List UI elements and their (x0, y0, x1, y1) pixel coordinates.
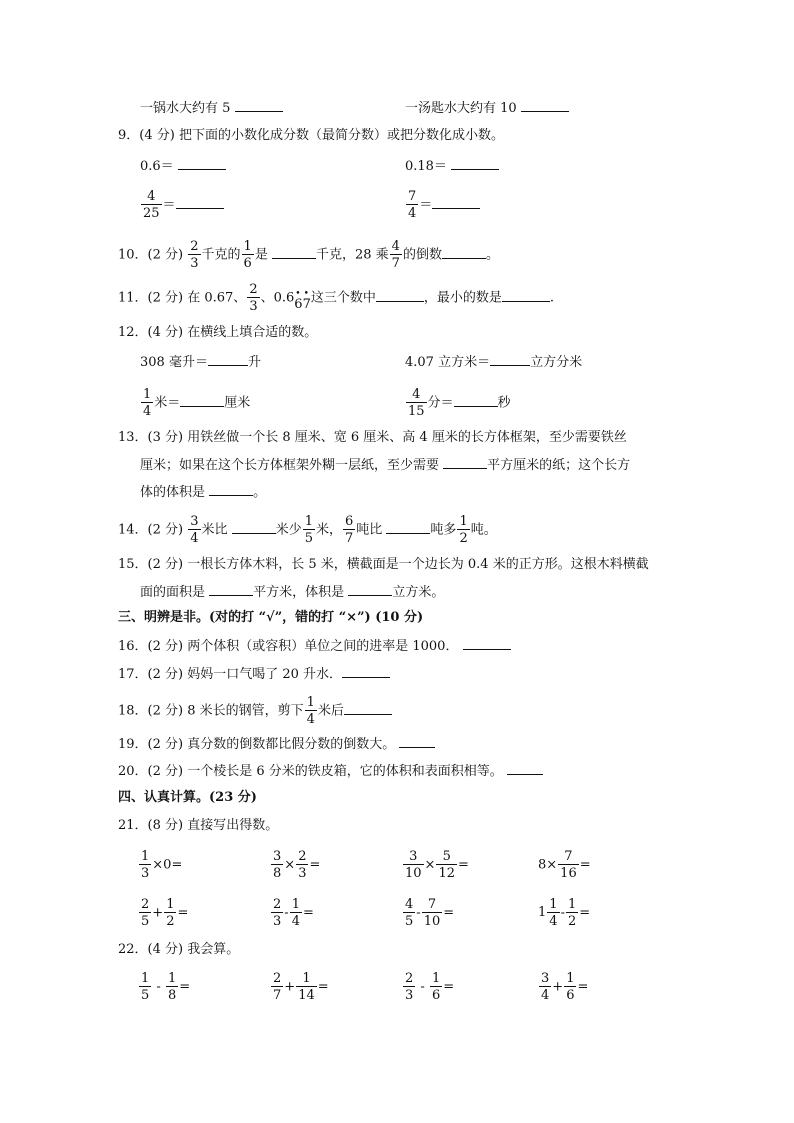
fraction: $\frac{1}{4}$ (306, 695, 315, 727)
fraction: $\frac{1}{8}$ (167, 971, 177, 1003)
q13-text: 平方厘米的纸；这个长方 (487, 458, 631, 473)
q13-line3 (140, 482, 266, 503)
q10-text: 是 (254, 247, 268, 263)
answer-blank[interactable] (451, 156, 499, 170)
expr-text: - (152, 979, 165, 995)
answer-blank[interactable] (348, 582, 392, 596)
fraction: $\frac{4}{15}$ (408, 387, 425, 419)
expr-text: = (443, 979, 455, 995)
repeating-digit: • 7 (303, 295, 311, 315)
fraction: $\frac{4}{25}$ (143, 189, 160, 221)
fraction: $\frac{1}{6}$ (566, 971, 575, 1003)
answer-blank[interactable] (443, 455, 487, 469)
answer-blank[interactable] (272, 245, 316, 259)
fraction: $\frac{6}{7}$ (344, 514, 354, 546)
q22-d (538, 972, 588, 1002)
answer-blank[interactable] (178, 156, 226, 170)
q18-text: 米后 (317, 703, 344, 719)
q18-text: 18．(2 分) 8 米长的钢管，剪下 (118, 703, 304, 719)
expr-text: = (317, 979, 329, 995)
q22-heading: 22．(4 分) 我会算。 (118, 942, 240, 957)
section-4-heading: 四、认真计算。(23 分) (118, 790, 257, 805)
fraction: $\frac{1}{2}$ (459, 514, 468, 546)
fraction: $\frac{1}{6}$ (431, 971, 441, 1003)
q11-text: 这三个数中 (310, 290, 376, 306)
fraction: $\frac{1}{6}$ (243, 239, 252, 271)
fraction: $\frac{2}{5}$ (141, 897, 150, 929)
q11 (118, 283, 554, 315)
q20-text: 20．(2 分) 一个棱长是 6 分米的铁皮箱，它的体积和表面积相等。 (118, 764, 503, 779)
q8-right-text: 一汤匙水大约有 10 (405, 101, 517, 116)
fraction: $\frac{5}{12}$ (438, 849, 455, 881)
answer-blank[interactable] (432, 195, 480, 209)
expr-text: ×0= (152, 857, 183, 873)
q21-r2-a (138, 898, 188, 928)
q21-r1-b (270, 850, 320, 880)
q12-c (140, 388, 250, 418)
answer-blank[interactable] (442, 245, 486, 259)
answer-blank[interactable] (208, 352, 248, 366)
expr-text: - (284, 905, 289, 921)
fraction: $\frac{3}{10}$ (405, 849, 422, 881)
q13-text: 厘米；如果在这个长方体框架外糊一层纸，至少需要 (140, 458, 440, 473)
q21-r1-a (138, 850, 182, 880)
expr-text: = (577, 979, 589, 995)
q9-d (405, 190, 480, 220)
q15-line2 (140, 582, 444, 603)
fraction: $\frac{2}{3}$ (190, 239, 199, 271)
q12-text: 升 (247, 355, 261, 370)
q14-text: 米少 (275, 522, 302, 538)
answer-blank[interactable] (235, 98, 283, 112)
expr-text: + (552, 979, 564, 995)
equals-sign: ＝ (419, 197, 433, 213)
expr-text: + (152, 905, 164, 921)
q13-text: 。 (253, 485, 267, 500)
q9-c (140, 190, 224, 220)
q14-text: 米， (315, 522, 342, 538)
expr-text: - (416, 905, 421, 921)
q12-d (405, 388, 511, 418)
q12-text: 米＝ (154, 395, 181, 411)
answer-blank[interactable] (454, 393, 498, 407)
fraction: $\frac{3}{4}$ (190, 514, 199, 546)
expr-text: × (424, 857, 436, 873)
fraction: $\frac{3}{8}$ (273, 849, 282, 881)
fraction: $\frac{1}{14}$ (298, 971, 315, 1003)
fraction: $\frac{1}{4}$ (291, 897, 300, 929)
q12-text: 分＝ (427, 395, 454, 411)
q11-text: ，最小的数是 (423, 290, 502, 306)
answer-blank[interactable] (232, 520, 276, 534)
expr-text: - (560, 905, 565, 921)
answer-blank[interactable] (463, 636, 511, 650)
q12-text: 秒 (497, 395, 511, 411)
q10-text: 千克的 (201, 247, 241, 263)
q14-text: 吨。 (470, 522, 497, 538)
fraction: $\frac{1}{4}$ (549, 897, 558, 929)
q12-text: 308 毫升＝ (140, 355, 208, 370)
q14-text: 吨多 (430, 522, 457, 538)
fraction: $\frac{1}{5}$ (304, 514, 313, 546)
q22-b (270, 972, 329, 1002)
expr-text: = (302, 905, 314, 921)
fraction: $\frac{4}{5}$ (405, 897, 414, 929)
q21-r2-b (270, 898, 314, 928)
q14-text: 吨比 (356, 522, 383, 538)
answer-blank[interactable] (209, 482, 253, 496)
fraction: $\frac{7}{16}$ (560, 849, 577, 881)
q9-a (140, 156, 226, 177)
answer-blank[interactable] (502, 288, 550, 302)
q10-text: 。 (485, 247, 499, 263)
q21-r1-c (402, 850, 469, 880)
expr-text: = (177, 905, 189, 921)
q14-text: 米比 (201, 522, 228, 538)
answer-blank[interactable] (399, 734, 435, 748)
answer-blank[interactable] (342, 664, 390, 678)
q10-text: 的倒数 (402, 247, 442, 263)
fraction: $\frac{2}{3}$ (405, 971, 414, 1003)
q8-left-text: 一锅水大约有 5 (140, 101, 231, 116)
expr-text: + (284, 979, 296, 995)
q12-text: 立方分米 (530, 355, 583, 370)
q8-right (405, 98, 569, 119)
q21-r2-c (402, 898, 454, 928)
fraction: $\frac{3}{4}$ (541, 971, 550, 1003)
fraction: $\frac{1}{3}$ (141, 849, 150, 881)
answer-blank[interactable] (209, 582, 253, 596)
q15-text: 平方米，体积是 (253, 585, 345, 600)
q12-text: 4.07 立方米＝ (405, 355, 491, 370)
q12-a (140, 352, 261, 373)
mixed-whole: 1 (538, 905, 547, 920)
expr-text: = (309, 857, 321, 873)
fraction: $\frac{2}{7}$ (273, 971, 282, 1003)
q9-b-text: 0.18＝ (405, 159, 447, 174)
q13-line2 (140, 455, 630, 476)
q19 (118, 734, 435, 755)
q13-line1: 13．(3 分) 用铁丝做一个长 8 厘米、宽 6 厘米、高 4 厘米的长方体框架，至少需要铁丝 (118, 430, 627, 445)
q10-text: 千克，28 乘 (315, 247, 389, 263)
answer-blank[interactable] (507, 761, 543, 775)
q22-c (402, 972, 454, 1002)
answer-blank[interactable] (490, 352, 530, 366)
q17 (118, 664, 390, 685)
fraction: $\frac{7}{10}$ (423, 897, 441, 929)
expr-text: × (284, 857, 296, 873)
q14-prefix: 14．(2 分) (118, 522, 184, 538)
q21-r1-d (538, 850, 591, 880)
q9-heading: 9．(4 分) 把下面的小数化成分数（最简分数）或把分数化成小数。 (118, 128, 504, 143)
answer-blank[interactable] (521, 98, 569, 112)
fraction: $\frac{1}{2}$ (567, 897, 577, 929)
answer-blank[interactable] (376, 288, 424, 302)
q15-line1: 15．(2 分) 一根长方体木料，长 5 米，横截面是一个边长为 0.4 米的正方形。这根木料横截 (118, 557, 649, 572)
q21-heading: 21．(8 分) 直接写出得数。 (118, 818, 279, 833)
q18 (118, 696, 392, 726)
answer-blank[interactable] (344, 701, 392, 715)
expr-text: 8× (538, 857, 558, 873)
fraction: $\frac{1}{4}$ (143, 387, 152, 419)
fraction: $\frac{7}{4}$ (408, 189, 417, 221)
fraction: $\frac{2}{3}$ (249, 282, 258, 314)
section-3-heading: 三、明辨是非。(对的打 “√”，错的打 “×”) (10 分) (118, 610, 424, 625)
q20 (118, 761, 543, 782)
q15-text: 立方米。 (392, 585, 445, 600)
answer-blank[interactable] (386, 520, 430, 534)
answer-blank[interactable] (176, 195, 224, 209)
q19-text: 19．(2 分) 真分数的倒数都比假分数的倒数大。 (118, 737, 396, 752)
q12-text: 厘米 (224, 395, 251, 411)
q10 (118, 240, 499, 270)
expr-text: = (579, 857, 591, 873)
q11-prefix: 11．(2 分) 在 0.67、 (118, 290, 247, 306)
expr-text: - (416, 979, 429, 995)
q11-text: . (549, 290, 555, 306)
equals-sign: ＝ (162, 197, 176, 213)
q14 (118, 515, 497, 545)
fraction: $\frac{1}{2}$ (166, 897, 175, 929)
q16-text: 16．(2 分) 两个体积（或容积）单位之间的进率是 1000． (118, 639, 459, 654)
fraction: $\frac{4}{7}$ (391, 239, 400, 271)
expr-text: = (579, 905, 591, 921)
q10-prefix: 10．(2 分) (118, 247, 184, 263)
expr-text: = (179, 979, 191, 995)
fraction: $\frac{2}{3}$ (298, 849, 307, 881)
q17-text: 17．(2 分) 妈妈一口气喝了 20 升水． (118, 667, 343, 682)
q22-a (138, 972, 190, 1002)
q11-text: 、0.6 (260, 290, 295, 306)
q9-a-text: 0.6＝ (140, 159, 174, 174)
expr-text: = (443, 905, 455, 921)
q12-heading: 12．(4 分) 在横线上填合适的数。 (118, 325, 318, 340)
q15-text: 面的面积是 (140, 585, 206, 600)
fraction: $\frac{2}{3}$ (273, 897, 282, 929)
q9-b (405, 156, 499, 177)
answer-blank[interactable] (180, 393, 224, 407)
q21-r2-d (538, 898, 590, 928)
expr-text: = (458, 857, 469, 873)
q8-left (140, 98, 283, 119)
repeating-digit: • 6 (294, 295, 302, 315)
q12-b (405, 352, 582, 373)
fraction: $\frac{1}{5}$ (141, 971, 150, 1003)
q13-text: 体的体积是 (140, 485, 206, 500)
q16 (118, 636, 511, 657)
